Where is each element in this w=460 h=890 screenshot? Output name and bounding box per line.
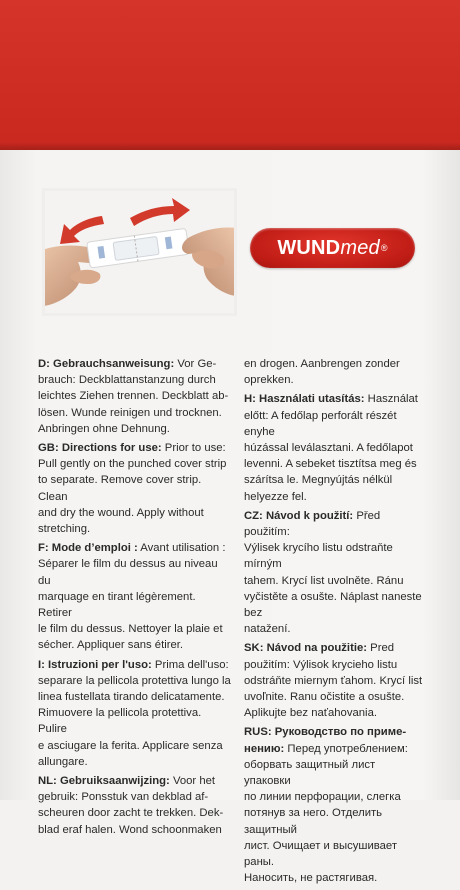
instruction-heading: I: Istruzioni per l'uso:	[38, 658, 152, 671]
instruction-nl-continued	[244, 356, 424, 388]
instruction-text: en drogen. Aanbrengen zonder oprekken.	[244, 358, 400, 387]
instruction-hu	[244, 391, 424, 504]
wundmed-logo	[250, 228, 415, 268]
instruction-text: Prima dell'uso: separare la pellicola protettiva lungo la linea fustellata tirando delicatamente. Rimuovere la pellicola protettiva. Pulire e asciugare la ferita. Applicare senza allungare.	[38, 658, 231, 768]
instruction-fr	[38, 540, 232, 653]
instruction-heading: SK: Návod na použitie:	[244, 642, 368, 655]
instruction-ru	[244, 724, 424, 886]
instruction-it	[38, 657, 232, 770]
logo-wordmark	[250, 228, 415, 268]
logo-text-bold: WUND	[277, 236, 341, 259]
instruction-gb	[38, 440, 232, 537]
instruction-nl	[38, 773, 232, 838]
instruction-text: Vor Ge- brauch: Deckblattanstanzung durch leichtes Ziehen trennen. Deckblatt ab- lösen. Wunde reinigen und trocknen. Anbringen ohne Dehnung.	[38, 358, 229, 435]
instruction-sk	[244, 640, 424, 721]
usage-illustration	[42, 188, 237, 316]
instruction-cz	[244, 508, 424, 638]
instruction-heading: D: Gebrauchsanweisung:	[38, 358, 175, 370]
hands-peeling-plaster-image	[42, 188, 237, 316]
instruction-text: Pred použitím: Výlisok krycieho listu odstráňte miernym ťahom. Krycí list uvoľnite. Ranu očistite a osušte. Aplikujte bez naťahovania.	[244, 642, 423, 720]
instruction-heading: H: Használati utasítás:	[244, 393, 365, 406]
instruction-text: Před použitím: Výlisek krycího listu odstraňte mírným tahem. Krycí list uvolněte. Ránu vyčistěte a osušte. Náplast naneste bez natažení.	[244, 509, 422, 636]
instruction-heading: CZ: Návod k použití:	[244, 509, 354, 522]
instruction-text: Prior to use: Pull gently on the punched cover strip to separate. Remove cover strip. Clean and dry the wound. Apply without stretching.	[38, 442, 227, 536]
instruction-de	[38, 356, 232, 437]
instruction-text: Перед употреблением: оборвать защитный лист упаковки по линии перфорации, слегка потянув за него. Отделить защитный лист. Очищает и высушивает раны. Наносить, не растягивая.	[244, 742, 408, 885]
instruction-heading: NL: Gebruiksaanwijzing:	[38, 775, 170, 788]
red-top-band	[0, 0, 460, 150]
instruction-heading: RUS: Руководство по приме- нению:	[244, 726, 407, 755]
instructions-right-column	[244, 356, 424, 890]
instruction-heading: GB: Directions for use:	[38, 442, 162, 455]
registered-mark: ®	[380, 243, 388, 253]
instruction-text: Használat előtt: A fedőlap perforált részét enyhe húzással leválasztani. A fedőlapot levenni. A sebeket tisztítsa meg és szárítsa le. Megnyújtás nélkül helyezze fel.	[244, 393, 418, 503]
instruction-text: Voor het gebruik: Ponsstuk van dekblad af- scheuren door zacht te trekken. Dek- blad eraf halen. Wond schoonmaken	[38, 775, 224, 836]
instruction-heading: F: Mode d’emploi :	[38, 542, 138, 555]
instruction-text: Avant utilisation : Séparer le film du dessus au niveau du marquage en tirant légèrement. Retirer le film du dessus. Nettoyer la plaie et sécher. Appliquer sans étirer.	[38, 542, 226, 652]
logo-text-italic: med	[340, 236, 380, 259]
instructions-left-column	[38, 356, 232, 841]
